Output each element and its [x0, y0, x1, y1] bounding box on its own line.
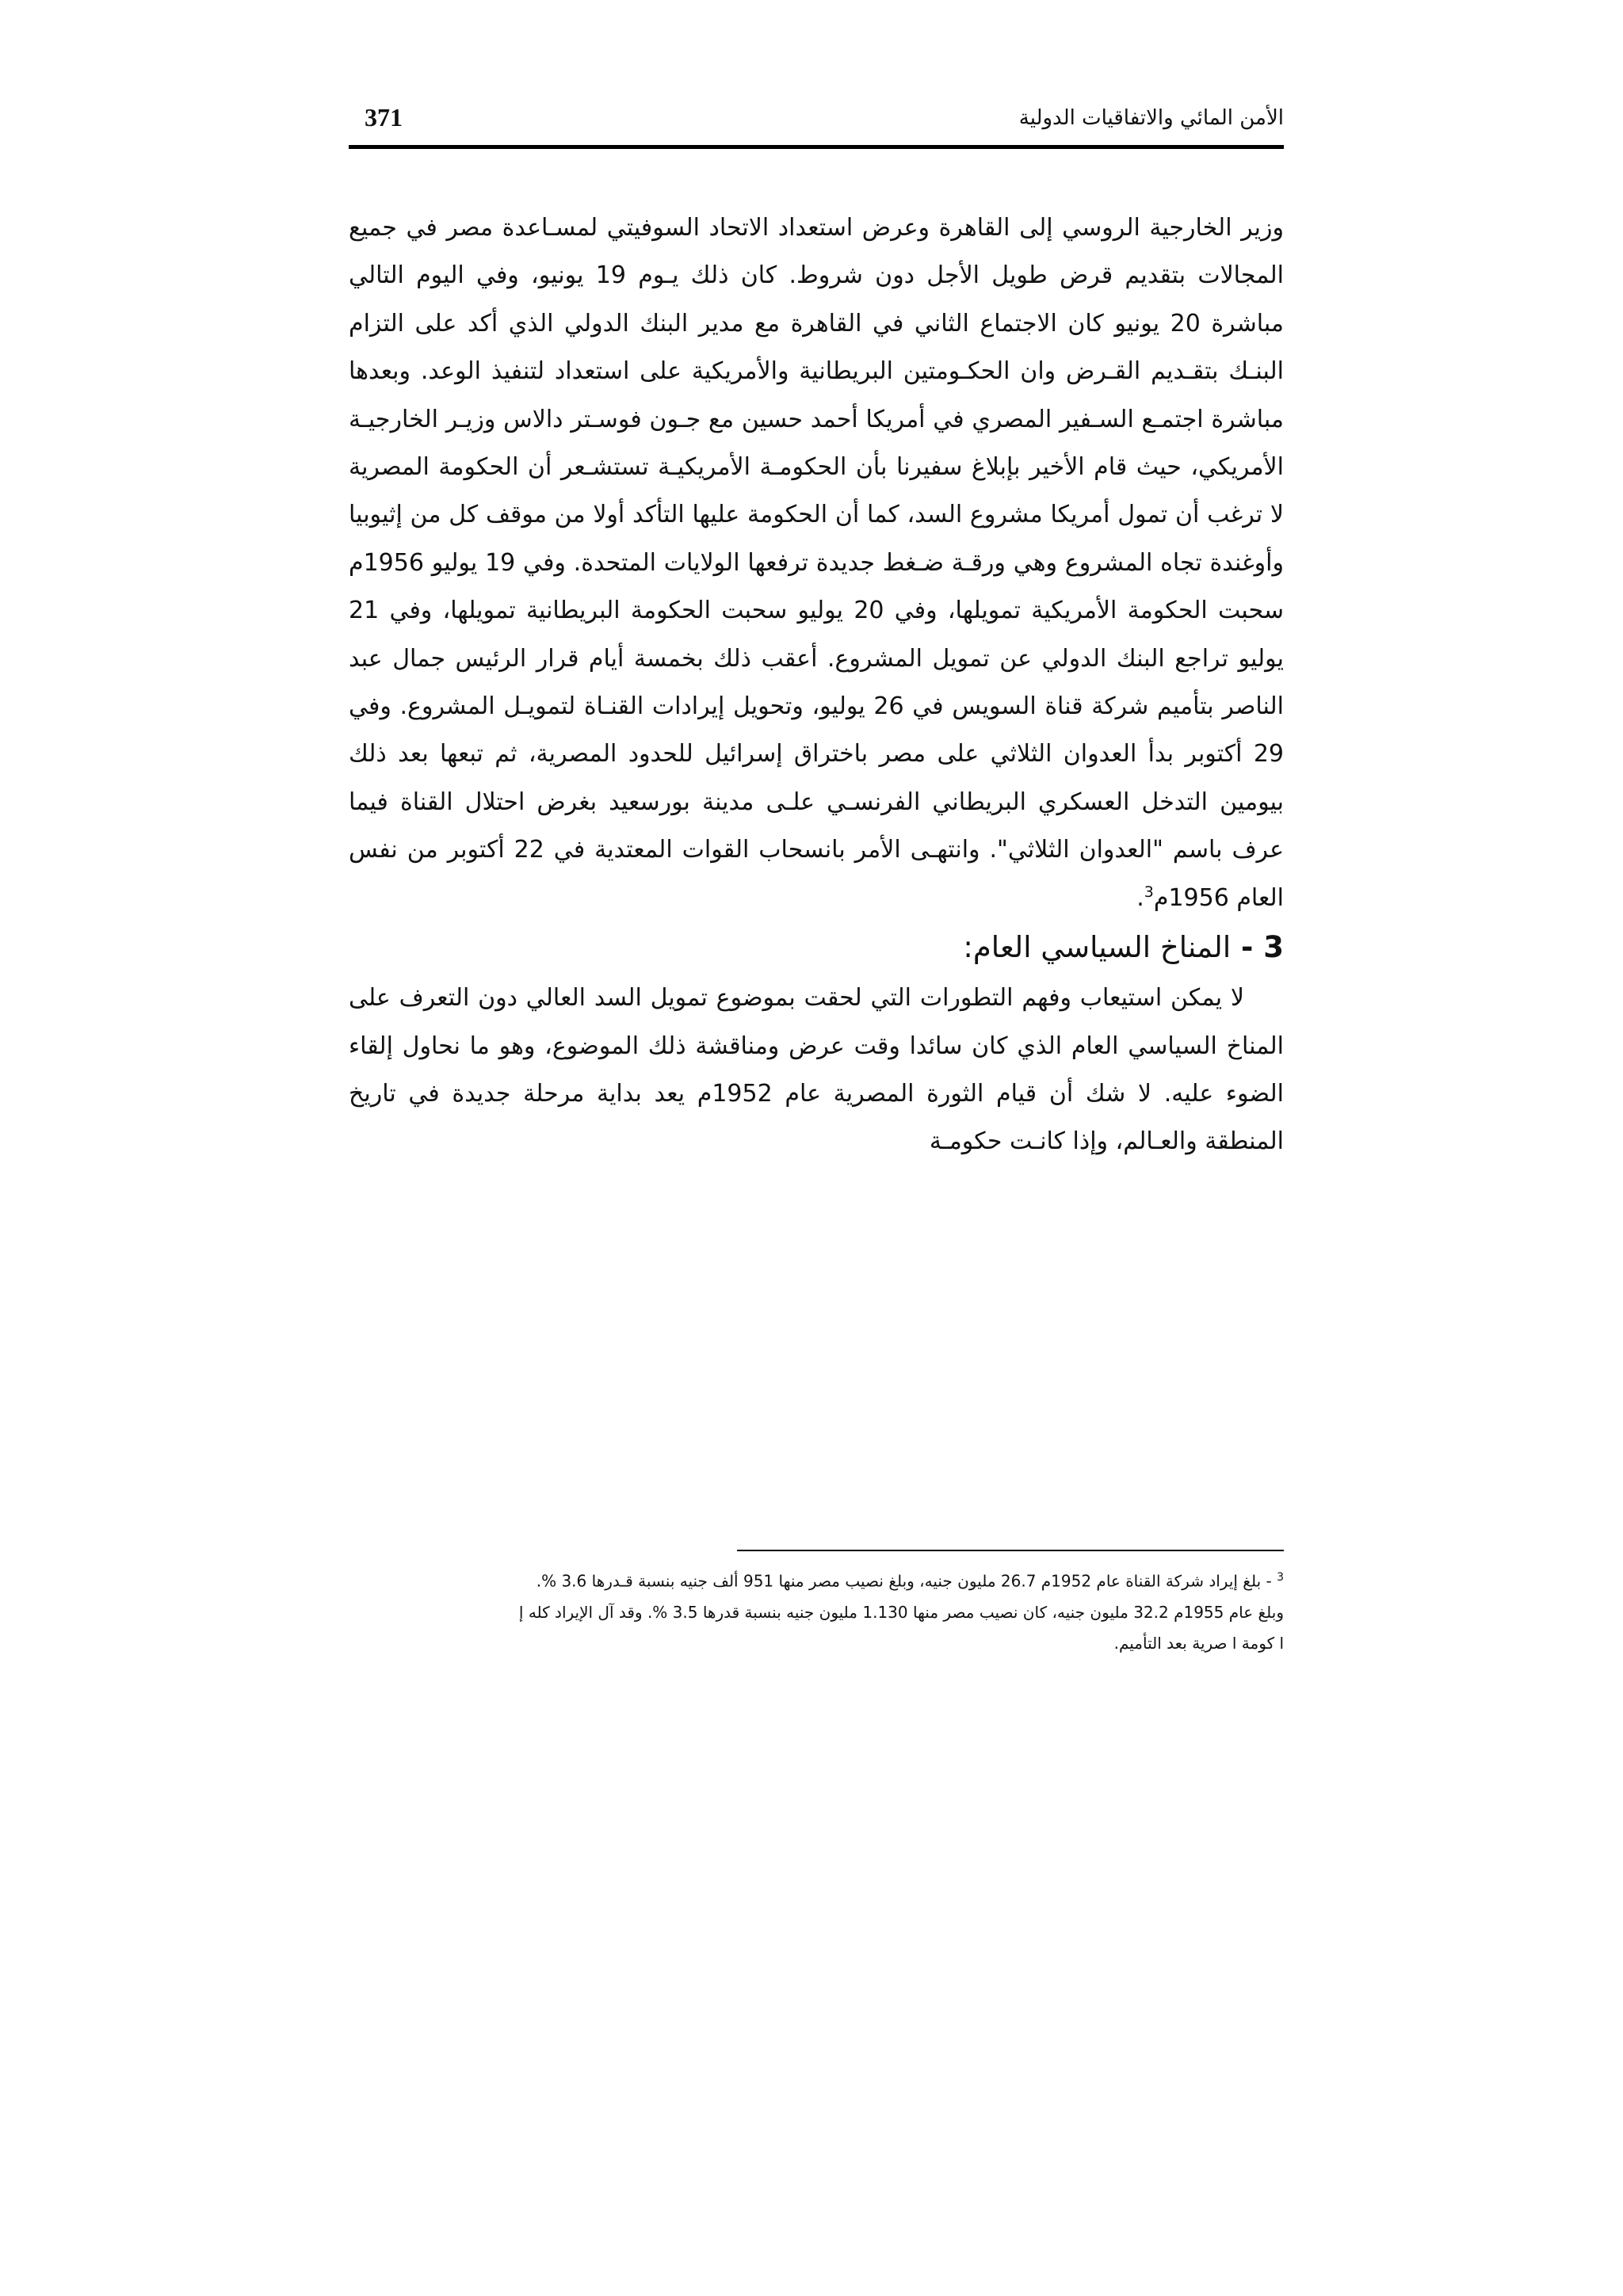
- footnote-rule: [737, 1550, 1284, 1551]
- section-title: المناخ السياسي العام:: [963, 930, 1232, 965]
- paragraph-2: لا يمكن استيعاب وفهم التطورات التي لحقت بموضوع تمويل السد العالي دون التعرف على المناخ السياسي العام الذي كان سائدا وقت عرض ومناقشة ذلك الموضوع، وهو ما نحاول إلقاء الضوء عليه. لا شك أن قيام الثورة المصرية عام 1952م يعد بداية مرحلة جديدة في تاريخ المنطقة والعـالم، وإذا كانـت حكومـة: [349, 984, 1284, 1156]
- page-header: [349, 101, 1284, 149]
- section-heading: [349, 924, 1284, 971]
- header-rule: [349, 145, 1284, 149]
- footnote-line-1-text: - بلغ إيراد شركة القناة عام 1952م 26.7 مليون جنيه، وبلغ نصيب مصر منها 951 ألف جنيه بنسبة قـدرها 3.6 %.: [536, 1571, 1272, 1591]
- paragraph-1-text: وزير الخارجية الروسي إلى القاهرة وعرض استعداد الاتحاد السوفيتي لمسـاعدة مصر في جميع المجالات بتقديم قرض طويل الأجل دون شروط. كان ذلك يـوم 19 يونيو، وفي اليوم التالي مباشرة 20 يونيو كان الاجتماع الثاني في القاهرة مع مدير البنك الدولي الذي أكد على التزام البنـك بتقـديم القـرض وان الحكـومتين البريطانية والأمريكية على استعداد لتنفيذ الوعد. وبعدها مباشرة اجتمـع السـفير المصري في أمريكا أحمد حسين مع جـون فوسـتر دالاس وزيـر الخارجيـة الأمريكي، حيث قام الأخير بإبلاغ سفيرنا بأن الحكومـة الأمريكيـة تستشـعر أن الحكومة المصرية لا ترغب أن تمول أمريكا مشروع السد، كما أن الحكومة عليها التأكد أولا من موقف كل من إثيوبيا وأوغندة تجاه المشروع وهي ورقـة ضـغط جديدة ترفعها الولايات المتحدة. وفي 19 يوليو 1956م سحبت الحكومة الأمريكية تمويلها، وفي 20 يوليو سحبت الحكومة البريطانية تمويلها، وفي 21 يوليو تراجع البنك الدولي عن تمويل المشروع. أعقب ذلك بخمسة أيام قرار الرئيس جمال عبد الناصر بتأميم شركة قناة السويس في 26 يوليو، وتحويل إيرادات القنـاة لتمويـل المشروع. وفي 29 أكتوبر بدأ العدوان الثلاثي على مصر باختراق إسرائيل للحدود المصرية، ثم تبعها بعد ذلك بيومين التدخل العسكري البريطاني الفرنسـي علـى مدينة بورسعيد بغرض احتلال القناة فيما عرف باسم "العدوان الثلاثي". وانتهـى الأمر بانسحاب القوات المعتدية في 22 أكتوبر من نفس العام 1956م: [349, 214, 1285, 912]
- page-number: 371: [365, 103, 403, 132]
- footnote-line-3: ا كومة ا صرية بعد التأميم.: [1113, 1633, 1284, 1653]
- footnote-reference[interactable]: 3: [1144, 883, 1154, 901]
- footnote-marker: 3: [1277, 1571, 1284, 1584]
- paragraph-1: [349, 204, 1284, 922]
- footnote-line-1: [349, 1562, 1284, 1597]
- footnotes: [349, 1562, 1284, 1659]
- footnote-line-2: وبلغ عام 1955م 32.2 مليون جنيه، كان نصيب مصر منها 1.130 مليون جنيه بنسبة قدرها 3.5 %. وقد آل الإيراد كله إ: [518, 1602, 1284, 1622]
- running-title: الأمن المائي والاتفاقيات الدولية: [1018, 106, 1284, 130]
- paragraph-1-end: .: [1136, 883, 1144, 912]
- body-text: [349, 204, 1284, 1166]
- section-number: 3 -: [1241, 930, 1284, 965]
